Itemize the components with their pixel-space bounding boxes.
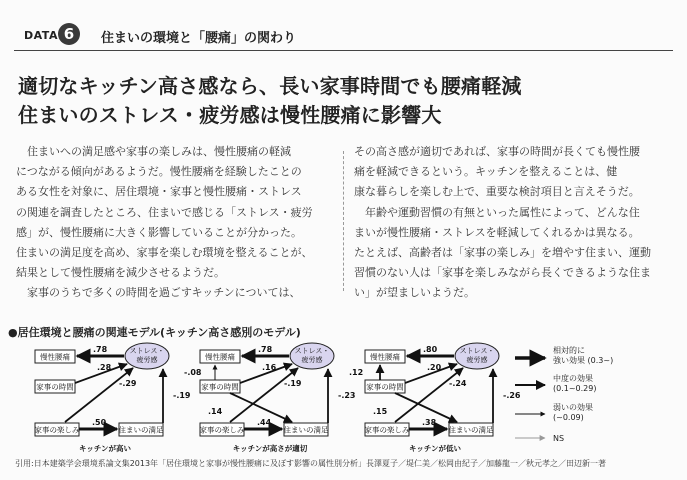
node-housework-joy-label: 家事の楽しみ	[364, 425, 410, 435]
arrow-joy-to-stress	[395, 368, 463, 422]
coef-satisfaction-to-stress: -.23	[338, 391, 356, 400]
model-kitchen-low	[349, 343, 521, 453]
coef-time-to-pain: -.08	[184, 368, 202, 377]
node-stress-label-2: 疲労感	[301, 356, 323, 364]
node-housework-joy-label: 家事の楽しみ	[34, 425, 80, 435]
legend-medium-label-2: (0.1~0.29)	[553, 384, 597, 393]
node-satisfaction-label: 住まいの満足	[118, 425, 164, 435]
body-right-line: い」が望ましいようだ。	[354, 286, 475, 300]
node-housework-time-label: 家事の時間	[366, 382, 404, 392]
node-stress-label-1: ストレス・	[294, 347, 330, 355]
coef-joy-to-stress: -.29	[119, 379, 137, 388]
model-kitchen-appropriate	[184, 343, 356, 453]
coef-stress-to-pain: .78	[93, 345, 108, 354]
body-left-column	[16, 142, 341, 304]
coef-satisfaction-to-stress: -.26	[503, 391, 521, 400]
legend-weak-label-2: (~0.09)	[553, 413, 584, 422]
legend-weak-label-1: 弱いの効果	[553, 403, 593, 412]
section-title: 住まいの環境と「腰痛」の関わり	[101, 31, 297, 46]
coef-time-to-satisfaction: .15	[373, 407, 388, 416]
node-satisfaction-label: 住まいの満足	[283, 425, 329, 435]
node-stress-label-1: ストレス・	[459, 347, 495, 355]
legend-strong-label-1: 相対的に	[553, 346, 585, 355]
model-kitchen-high	[35, 343, 191, 453]
body-right-line: 習慣のない人は「家事を楽しみながら長くできるような住ま	[354, 266, 651, 280]
coef-joy-to-satisfaction: .44	[257, 418, 272, 427]
node-housework-time-label: 家事の時間	[36, 382, 74, 392]
coef-joy-to-satisfaction: .50	[92, 418, 107, 427]
coef-time-to-stress: .28	[97, 363, 112, 372]
data-label: DATA	[24, 29, 58, 42]
legend	[515, 345, 613, 443]
path-model-diagram	[0, 338, 687, 456]
body-right-line: まいが慢性腰痛・ストレスを軽減してくれるかは異なる。	[354, 225, 640, 239]
body-left-line: 感」が、慢性腰痛に大きく影響していることが分かった。	[16, 225, 302, 239]
coef-time-to-stress: .16	[262, 363, 277, 372]
body-right-line: 年齢や運動習慣の有無といった属性によって、どんな住	[354, 205, 640, 219]
citation: 引用:日本建築学会環境系論文集2013年「居住環境と家事が慢性腰痛に及ぼす影響の属性別分析」長澤夏子／堤仁美／松岡由紀子／加藤龍一／秋元孝之／田辺新一著	[15, 459, 607, 468]
model-caption: キッチンが高さが適切	[232, 444, 308, 453]
model-caption: キッチンが低い	[409, 444, 461, 453]
body-left-line: ある女性を対象に、居住環境・家事と慢性腰痛・ストレス	[16, 185, 302, 199]
node-stress-label-2: 疲労感	[136, 356, 158, 364]
data-number-badge: 6	[58, 23, 80, 45]
coef-time-to-stress: .20	[427, 363, 442, 372]
body-left-line: 住まいの満足度を高め、家事を楽しむ環境を整えることが、	[16, 246, 313, 260]
body-right-line: その高さ感が適切であれば、家事の時間が長くても慢性腰	[354, 145, 640, 158]
column-divider	[343, 151, 344, 291]
coef-joy-to-satisfaction: .38	[422, 418, 437, 427]
node-housework-joy-label: 家事の楽しみ	[199, 425, 245, 435]
body-right-line: たとえば、高齢者は「家事の楽しみ」を増やす住まい、運動	[354, 246, 651, 260]
body-left-line: 結果として慢性腰痛を減少させるようだ。	[16, 266, 225, 280]
header-rule	[14, 50, 673, 51]
coef-joy-to-stress: -.24	[449, 379, 467, 388]
headline-line-2: 住まいのストレス・疲労感は慢性腰痛に影響大	[18, 103, 442, 127]
node-stress-label-2: 疲労感	[466, 356, 488, 364]
chart-title: ●居住環境と腰痛の関連モデル(キッチン高さ感別のモデル)	[8, 326, 301, 339]
body-right-line: 康な暮らしを楽しむ上で、重要な検討項目と言えそうだ。	[354, 185, 640, 199]
node-back-pain-label: 慢性腰痛	[205, 352, 235, 362]
arrow-joy-to-stress	[65, 368, 133, 422]
coef-joy-to-stress: -.19	[284, 379, 302, 388]
legend-medium-label-1: 中度の効果	[553, 374, 593, 383]
body-left-line: の関連を調査したところ、住まいで感じる「ストレス・疲労	[16, 205, 313, 219]
body-right-line: 痛を軽減できるという。キッチンを整えることは、健	[354, 165, 618, 179]
node-satisfaction-label: 住まいの満足	[448, 425, 494, 435]
arrow-joy-to-stress	[230, 368, 298, 422]
body-left-line: 住まいへの満足感や家事の楽しみは、慢性腰痛の軽減	[16, 145, 291, 158]
node-back-pain-label: 慢性腰痛	[40, 352, 70, 362]
node-housework-time-label: 家事の時間	[201, 382, 239, 392]
node-back-pain-label: 慢性腰痛	[370, 352, 400, 362]
coef-satisfaction-to-stress: -.19	[173, 391, 191, 400]
body-left-line: 家事のうちで多くの時間を過ごすキッチンについては、	[16, 286, 301, 300]
body-right-column	[354, 142, 679, 304]
coef-stress-to-pain: .78	[258, 345, 273, 354]
legend-ns-label: NS	[553, 434, 565, 443]
coef-time-to-satisfaction: .14	[208, 407, 223, 416]
legend-strong-label-2: 強い効果 (0.3~)	[553, 356, 614, 365]
node-stress-label-1: ストレス・	[129, 347, 165, 355]
headline-line-1: 適切なキッチン高さ感なら、長い家事時間でも腰痛軽減	[18, 74, 522, 98]
model-caption: キッチンが高い	[79, 444, 131, 453]
coef-time-to-pain: .12	[349, 368, 364, 377]
body-left-line: につながる傾向があるようだ。慢性腰痛を経験したことの	[16, 165, 302, 179]
coef-stress-to-pain: .80	[423, 345, 438, 354]
